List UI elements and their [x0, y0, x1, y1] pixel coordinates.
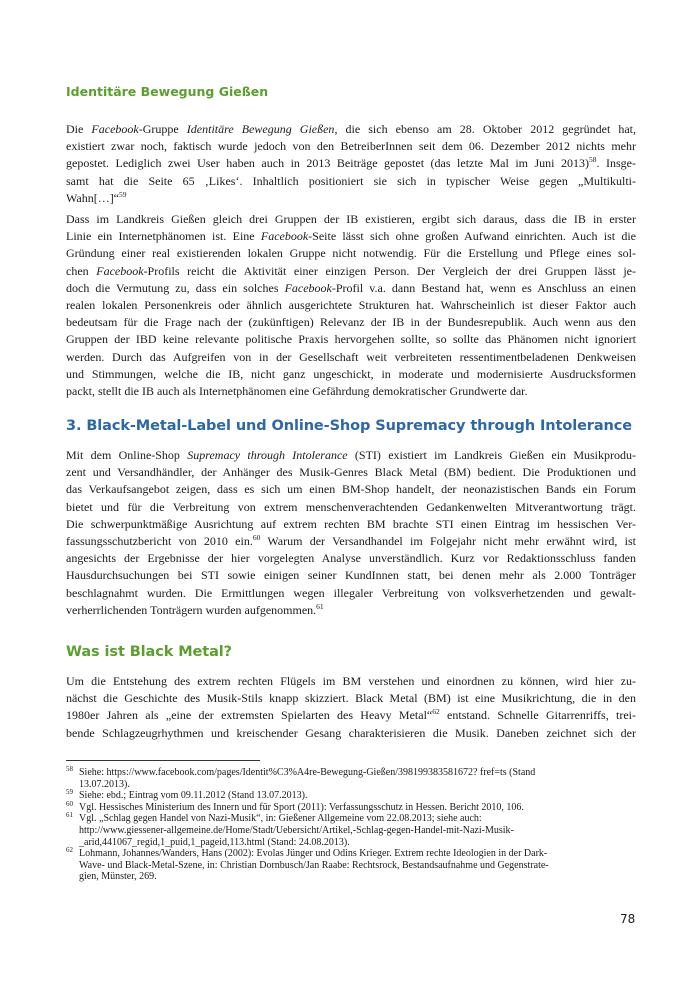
text-line: samt hat die Seite 65 ‚Likes‘. Inhaltlich positioniert sie sich in typischer Weise gegen „Multikulti-: [66, 173, 636, 188]
text-line: chen Facebook-Profils reicht die Aktivität einer einzigen Person. Der Vergleich der drei Gruppen lässt je-: [66, 263, 636, 278]
section-heading-was-ist-black-metal: Was ist Black Metal?: [66, 644, 232, 660]
paragraph-black-metal-history: [66, 673, 636, 742]
paragraph-facebook-group: [66, 121, 636, 207]
footnote-59: [66, 790, 638, 802]
footnote-60: [66, 799, 638, 814]
text-line: das Verkaufsangebot zeigen, dass es sich um einen BM-Shop handelt, der neonazistischen Bands ein Forum: [66, 482, 636, 497]
text-line: beschlagnahmt wurden. Die Ermittlungen wegen illegaler Verbreitung von volksverhetzenden und gewalt-: [66, 585, 636, 600]
paragraph-sti-shop: [66, 447, 636, 619]
footnote-text: Lohmann, Johannes/Wanders, Hans (2002): Evolas Jünger und Odins Krieger. Extrem rechte Ideologien in der Dark-: [79, 848, 548, 860]
text-line: doch die Vermutung zu, dass ein solches Facebook-Profil v.a. dann Bestand hat, wenn es Anschluss an einen: [66, 280, 636, 295]
text-line: und Stimmungen, welche die IB, nicht ganz ungeschickt, in moderate und modernisierte Ausdrucksformen: [66, 366, 636, 381]
footnote-text: _arid,441067_regid,1_puid,1_pageid,113.html (Stand: 24.08.2013).: [79, 836, 350, 848]
text-line: Gründung einer real existierenden lokalen Gruppe nicht notwendig. Für die Erstellung und Pflege eines sol-: [66, 246, 636, 261]
text-line: realen lokalen Personenkreis oder ähnlich ausgerichtete Strukturen hat. Wahrscheinlich ist dieser Faktor auch: [66, 298, 636, 313]
text-line: zent und Versandhändler, der Anhänger des Musik-Genres Black Metal (BM) bedient. Die Produktionen und: [66, 465, 636, 480]
footnote-ref-62[interactable]: 62: [432, 707, 440, 717]
footnote-ref-60[interactable]: 60: [252, 533, 261, 543]
text-line: 1980er Jahren als „eine der extremsten Spielarten des Heavy Metal“$^{62}$ entstand. Schnelle Gitarrenriffs, trei-: [66, 707, 636, 723]
text-line: Wahn[…]“$^{59}$: [66, 189, 127, 205]
footnote-number: 62: [66, 846, 73, 855]
text-line: Gruppen der IBD keine relevante politische Praxis hervorgehen sollte, so sollte das Phänomen nicht ignoriert: [66, 332, 636, 347]
footnote-link-facebook[interactable]: Siehe: https://www.facebook.com/pages/Identit%C3%A4re-Bewegung-Gießen/398199383581672? fref=ts (Stand: [79, 767, 536, 778]
text-line: werden. Durch das Aufgreifen von in der Gesellschaft weit verbreiteten ressentimentbeladenen Denkweisen: [66, 349, 636, 364]
footnotes: [66, 767, 638, 883]
section-heading-black-metal-label: 3. Black-Metal-Label und Online-Shop Supremacy through Intolerance: [66, 418, 632, 434]
footnote-ref-58[interactable]: 58: [589, 155, 597, 165]
text-line: bedeutsam für die Frage nach der (zukünftigen) Relevanz der IB in der Bundesrepublik. Auch wenn aus den: [66, 315, 636, 330]
text-line: verherrlichenden Tonträgern wurden aufgenommen.$^{61}$: [66, 601, 324, 617]
footnote-number: 59: [66, 788, 73, 797]
footnote-ref-61[interactable]: 61: [316, 601, 324, 611]
footnote-text: Wave- und Black-Metal-Szene, in: Christian Dornbusch/Jan Raabe: Rechtsrock, Bestandsaufnahme und Gegenstrate-: [79, 859, 549, 871]
footnote-text: Siehe: ebd.; Eintrag vom 09.11.2012 (Stand 13.07.2013).: [79, 790, 308, 802]
text-line: bietet und für die Verbreitung von extrem menschenverachtenden Gedankenwelten Mitverantwortung trägt.: [66, 499, 636, 514]
text-line: Die schwerpunktmäßige Ausrichtung auf extrem rechten BM brachte STI einen Eintrag im hessischen Ver-: [66, 516, 636, 531]
text-line: gepostet. Lediglich zwei User haben auch in 2013 Beiträge gepostet (das letzte Mal im Juni 2013)$^{58}$. Insge-: [66, 155, 636, 171]
footnote-text: gien, Münster, 269.: [79, 871, 157, 883]
footnote-ref-59[interactable]: 59: [119, 189, 127, 199]
paragraph-internet-phenomenon: [66, 211, 636, 400]
text-line: Hausdurchsuchungen bei STI sowie einigen seiner KundInnen statt, bei denen mehr als 2.000 Tonträger: [66, 568, 636, 583]
footnote-number: 58: [66, 765, 73, 773]
footnote-text: 13.07.2013).: [79, 778, 130, 790]
text-line: Mit dem Online-Shop Supremacy through Intolerance (STI) existiert im Landkreis Gießen ein Musikprodu-: [66, 448, 636, 462]
text-line: bende Schlagzeugrhythmen und kreischender Gesang charakterisieren die Musik. Daneben zeichnet sich der: [66, 725, 636, 740]
text-line: packt, stellt die IB auch als Internetphänomen eine Gefährdung demokratischer Grundwerte dar.: [66, 384, 528, 399]
footnote-62: [66, 848, 638, 883]
text-line: nächst die Geschichte des Musik-Stils knapp skizziert. Black Metal (BM) ist eine Musikrichtung, die in den: [66, 691, 636, 706]
footnote-text: Vgl. „Schlag gegen Handel von Nazi-Musik“, in: Gießener Allgemeine vom 22.08.2013; siehe auch:: [79, 813, 482, 825]
footnote-58: [66, 767, 638, 790]
text-line: Um die Entstehung des extrem rechten Flügels im BM verstehen und einordnen zu können, wird hier zu-: [66, 674, 636, 688]
footnote-number: 60: [66, 799, 73, 808]
footnote-61: [66, 813, 638, 848]
footnote-link-giessener-allgemeine[interactable]: http://www.giessener-allgemeine.de/Home/Stadt/Uebersicht/Artikel,-Schlag-gegen-Handel-mit-Nazi-Musik-: [79, 824, 514, 836]
footnote-number: 61: [66, 811, 73, 820]
text-line: angesichts der Ergebnisse der hier vorgelegten Analyse unverständlich. Kurz vor Redaktionsschluss fanden: [66, 551, 636, 566]
footnote-text: Vgl. Hessisches Ministerium des Innern und für Sport (2011): Verfassungsschutz in Hessen. Bericht 2010, 106.: [79, 801, 524, 813]
page-number: 78: [620, 912, 636, 926]
text-line: fassungsschutzbericht von 2010 ein.$^{60}$ Warum der Versandhandel im Folgejahr nicht mehr erwähnt wird, ist: [66, 533, 636, 549]
text-line: Dass im Landkreis Gießen gleich drei Gruppen der IB existieren, ergibt sich daraus, dass die IB in erster: [66, 212, 636, 226]
text-line: existiert zwar noch, faktisch wurde jedoch von den BetreiberInnen seit dem 06. Dezember 2012 nichts mehr: [66, 139, 636, 154]
text-line: Die Facebook-Gruppe Identitäre Bewegung Gießen, die sich ebenso am 28. Oktober 2012 gegründet hat,: [66, 122, 636, 136]
text-line: Linie ein Internetphänomen ist. Eine Facebook-Seite lässt sich ohne großen Aufwand einrichten. Auch ist die: [66, 229, 636, 244]
section-heading-identitaere-bewegung-giessen: Identitäre Bewegung Gießen: [66, 84, 269, 99]
footnote-separator: [66, 760, 260, 761]
